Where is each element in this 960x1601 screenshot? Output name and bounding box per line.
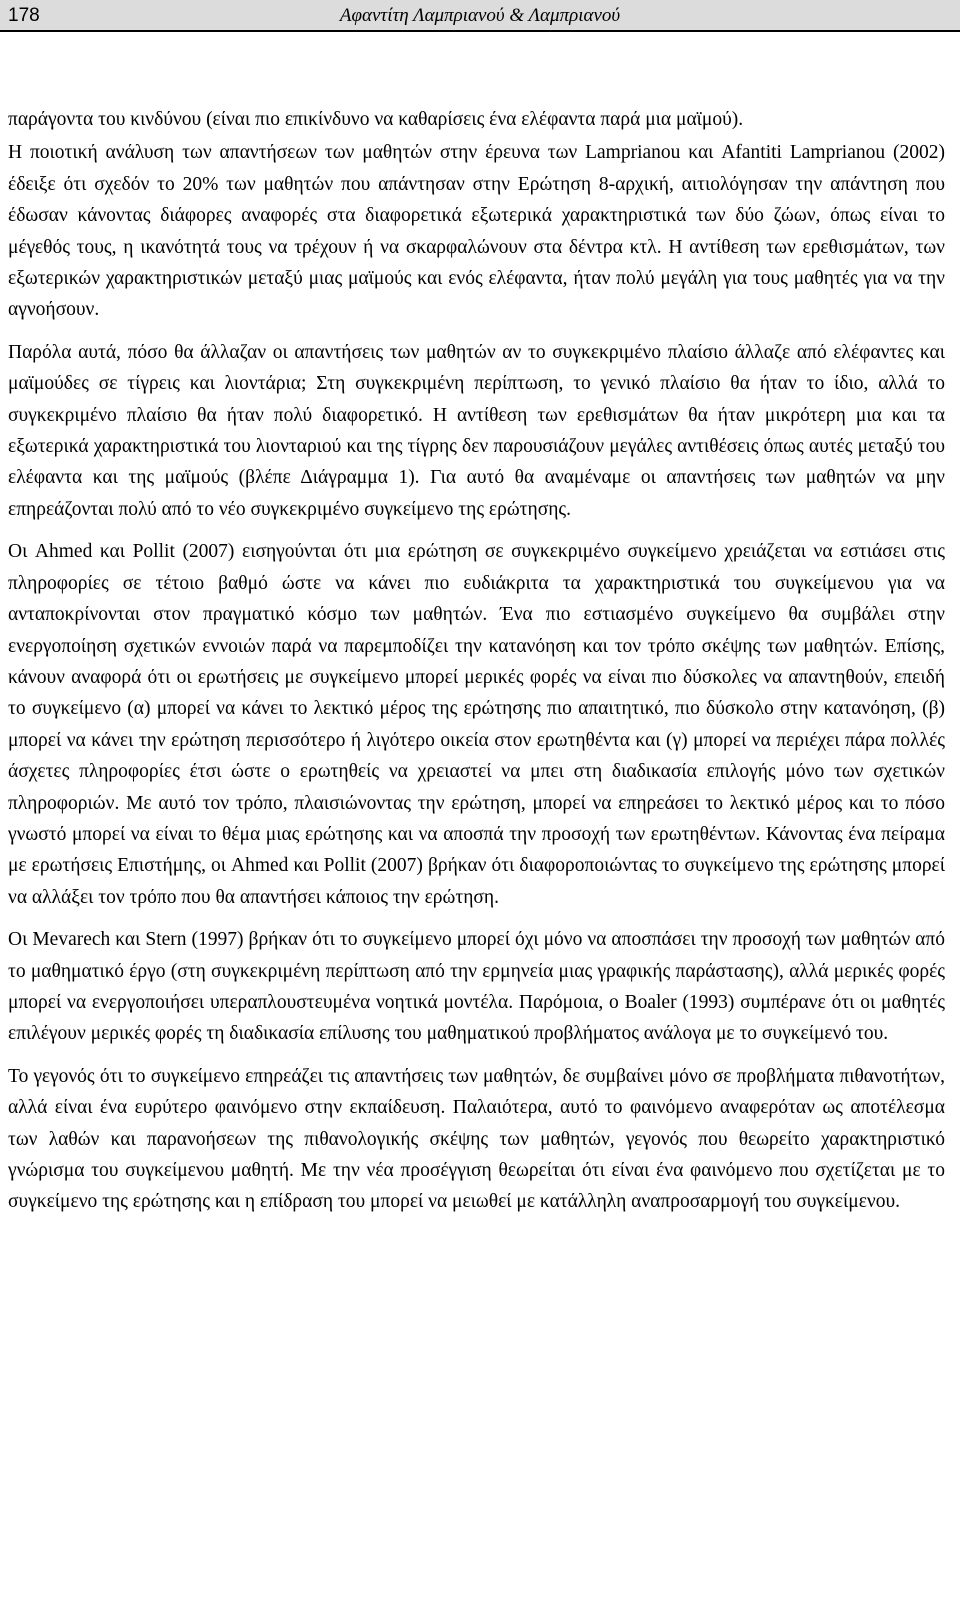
paragraph-mevarech-stern: Οι Mevarech και Stern (1997) βρήκαν ότι το συγκείμενο μπορεί όχι μόνο να αποσπάσει την προσοχή των μαθητών από το μαθηματικό έργο (στη συγκεκριμένη περίπτωση από την ερμηνεία μιας γραφικής παράστασης), αλλά μερικές φορές μπορεί να ενεργοποιήσει υπεραπλουστευμένα νοητικά μοντέλα. Παρόμοια, ο Boaler (1993) συμπέρανε ότι οι μαθητές επιλέγουν μερικές φορές τη διαδικασία επίλυσης του μαθηματικού προβλήματος ανάλογα με το συγκείμενό του. [8, 929, 945, 1045]
page-number: 178 [8, 5, 40, 26]
paragraph-qualitative-analysis: Η ποιοτική ανάλυση των απαντήσεων των μαθητών στην έρευνα των Lamprianou και Afantiti Lamprianou (2002) έδειξε ότι σχεδόν το 20% των μαθητών που απάντησαν στην Ερώτηση 8-αρχική, αιτιολόγησαν την απάντηση που έδωσαν κάνοντας διάφορες αναφορές στα διαφορετικά εξωτερικά χαρακτηριστικά των δύο ζώων, όπως είναι το μέγεθός τους, η ικανότητά τους να τρέχουν ή να σκαρφαλώνουν στα δέντρα κτλ. Η αντίθεση των ερεθισμάτων, των εξωτερικών χαρακτηριστικών μεταξύ μιας μαϊμούς και ενός ελέφαντα, ήταν πολύ μεγάλη για τους μαθητές για να την αγνοήσουν. [8, 142, 945, 321]
body-text [8, 104, 945, 1229]
running-header [0, 0, 960, 32]
paragraph-tigers-lions: Παρόλα αυτά, πόσο θα άλλαζαν οι απαντήσεις των μαθητών αν το συγκεκριμένο πλαίσιο άλλαζε από ελέφαντες και μαϊμούδες σε τίγρεις και λιοντάρια; Στη συγκεκριμένη περίπτωση, το γενικό πλαίσιο θα ήταν το ίδιο, αλλά το συγκεκριμένο πλαίσιο θα ήταν πολύ διαφορετικό. Η αντίθεση των ερεθισμάτων θα ήταν μικρότερη μια και τα εξωτερικά χαρακτηριστικά του λιονταριού και της τίγρης δεν παρουσιάζουν μεγάλες αντιθέσεις όπως αυτές μεταξύ του ελέφαντα και της μαϊμούς (βλέπε Διάγραμμα 1). Για αυτό θα αναμέναμε οι απαντήσεις των μαθητών να μην επηρεάζονται πολύ από το νέο συγκεκριμένο συγκείμενο της ερώτησης. [8, 341, 945, 520]
paragraph-ahmed-pollit: Οι Ahmed και Pollit (2007) εισηγούνται ότι μια ερώτηση σε συγκεκριμένο συγκείμενο χρειάζεται να εστιάσει στις πληροφορίες σε τέτοιο βαθμό ώστε να κάνει πιο ευδιάκριτα τα χαρακτηριστικά του συγκείμενου για να ανταποκρίνονται στον πραγματικό κόσμο των μαθητών. Ένα πιο εστιασμένο συγκείμενο θα συμβάλει στην ενεργοποίηση σχετικών εννοιών παρά να παρεμποδίζει την κατανόηση και τον τρόπο σκέψης των μαθητών. Επίσης, κάνουν αναφορά ότι οι ερωτήσεις με συγκείμενο μπορεί μερικές φορές να είναι πιο δύσκολες να απαντηθούν, επειδή το συγκείμενο (α) μπορεί να κάνει το λεκτικό μέρος της ερώτησης πιο απαιτητικό, πιο δύσκολο στην κατανόηση, (β) μπορεί να κάνει την ερώτηση περισσότερο ή λιγότερο οικεία στον ερωτηθέντα και (γ) μπορεί να περιέχει πάρα πολλές άσχετες πληροφορίες έτσι ώστε ο ερωτηθείς να χρειαστεί να μπει στη διαδικασία επιλογής μόνο των σχετικών πληροφοριών. Με αυτό τον τρόπο, πλαισιώνοντας την ερώτηση, μπορεί να επηρεάσει το λεκτικό μέρος και το πόσο γνωστό μπορεί να είναι το θέμα μιας ερώτησης και να αποσπά την προσοχή των ερωτηθέντων. Κάνοντας ένα πείραμα με ερωτήσεις Επιστήμης, οι Ahmed και Pollit (2007) βρήκαν ότι διαφοροποιώντας το συγκείμενο της ερώτησης μπορεί να αλλάξει τον τρόπο που θα απαντήσει κάποιος την ερώτηση. [8, 541, 945, 908]
paragraph-context-effect: Το γεγονός ότι το συγκείμενο επηρεάζει τις απαντήσεις των μαθητών, δε συμβαίνει μόνο σε προβλήματα πιθανοτήτων, αλλά είναι ένα ευρύτερο φαινόμενο στην εκπαίδευση. Παλαιότερα, αυτό το φαινόμενο αναφερόταν ως αποτέλεσμα των λαθών και παρανοήσεων της πιθανολογικής σκέψης των μαθητών, γεγονός που θεωρείτο χαρακτηριστικό γνώρισμα του συγκείμενου μαθητή. Με την νέα προσέγγιση θεωρείται ότι είναι ένα φαινόμενο που σχετίζεται με το συγκείμενο της ερώτησης και η επίδραση του μπορεί να μειωθεί με κατάλληλη αναπροσαρμογή του συγκείμενου. [8, 1065, 945, 1213]
running-title: Αφαντίτη Λαμπριανού & Λαμπριανού [339, 5, 621, 26]
paragraph-continuation: παράγοντα του κινδύνου (είναι πιο επικίνδυνο να καθαρίσεις ένα ελέφαντα παρά μια μαϊμού). [8, 109, 744, 130]
